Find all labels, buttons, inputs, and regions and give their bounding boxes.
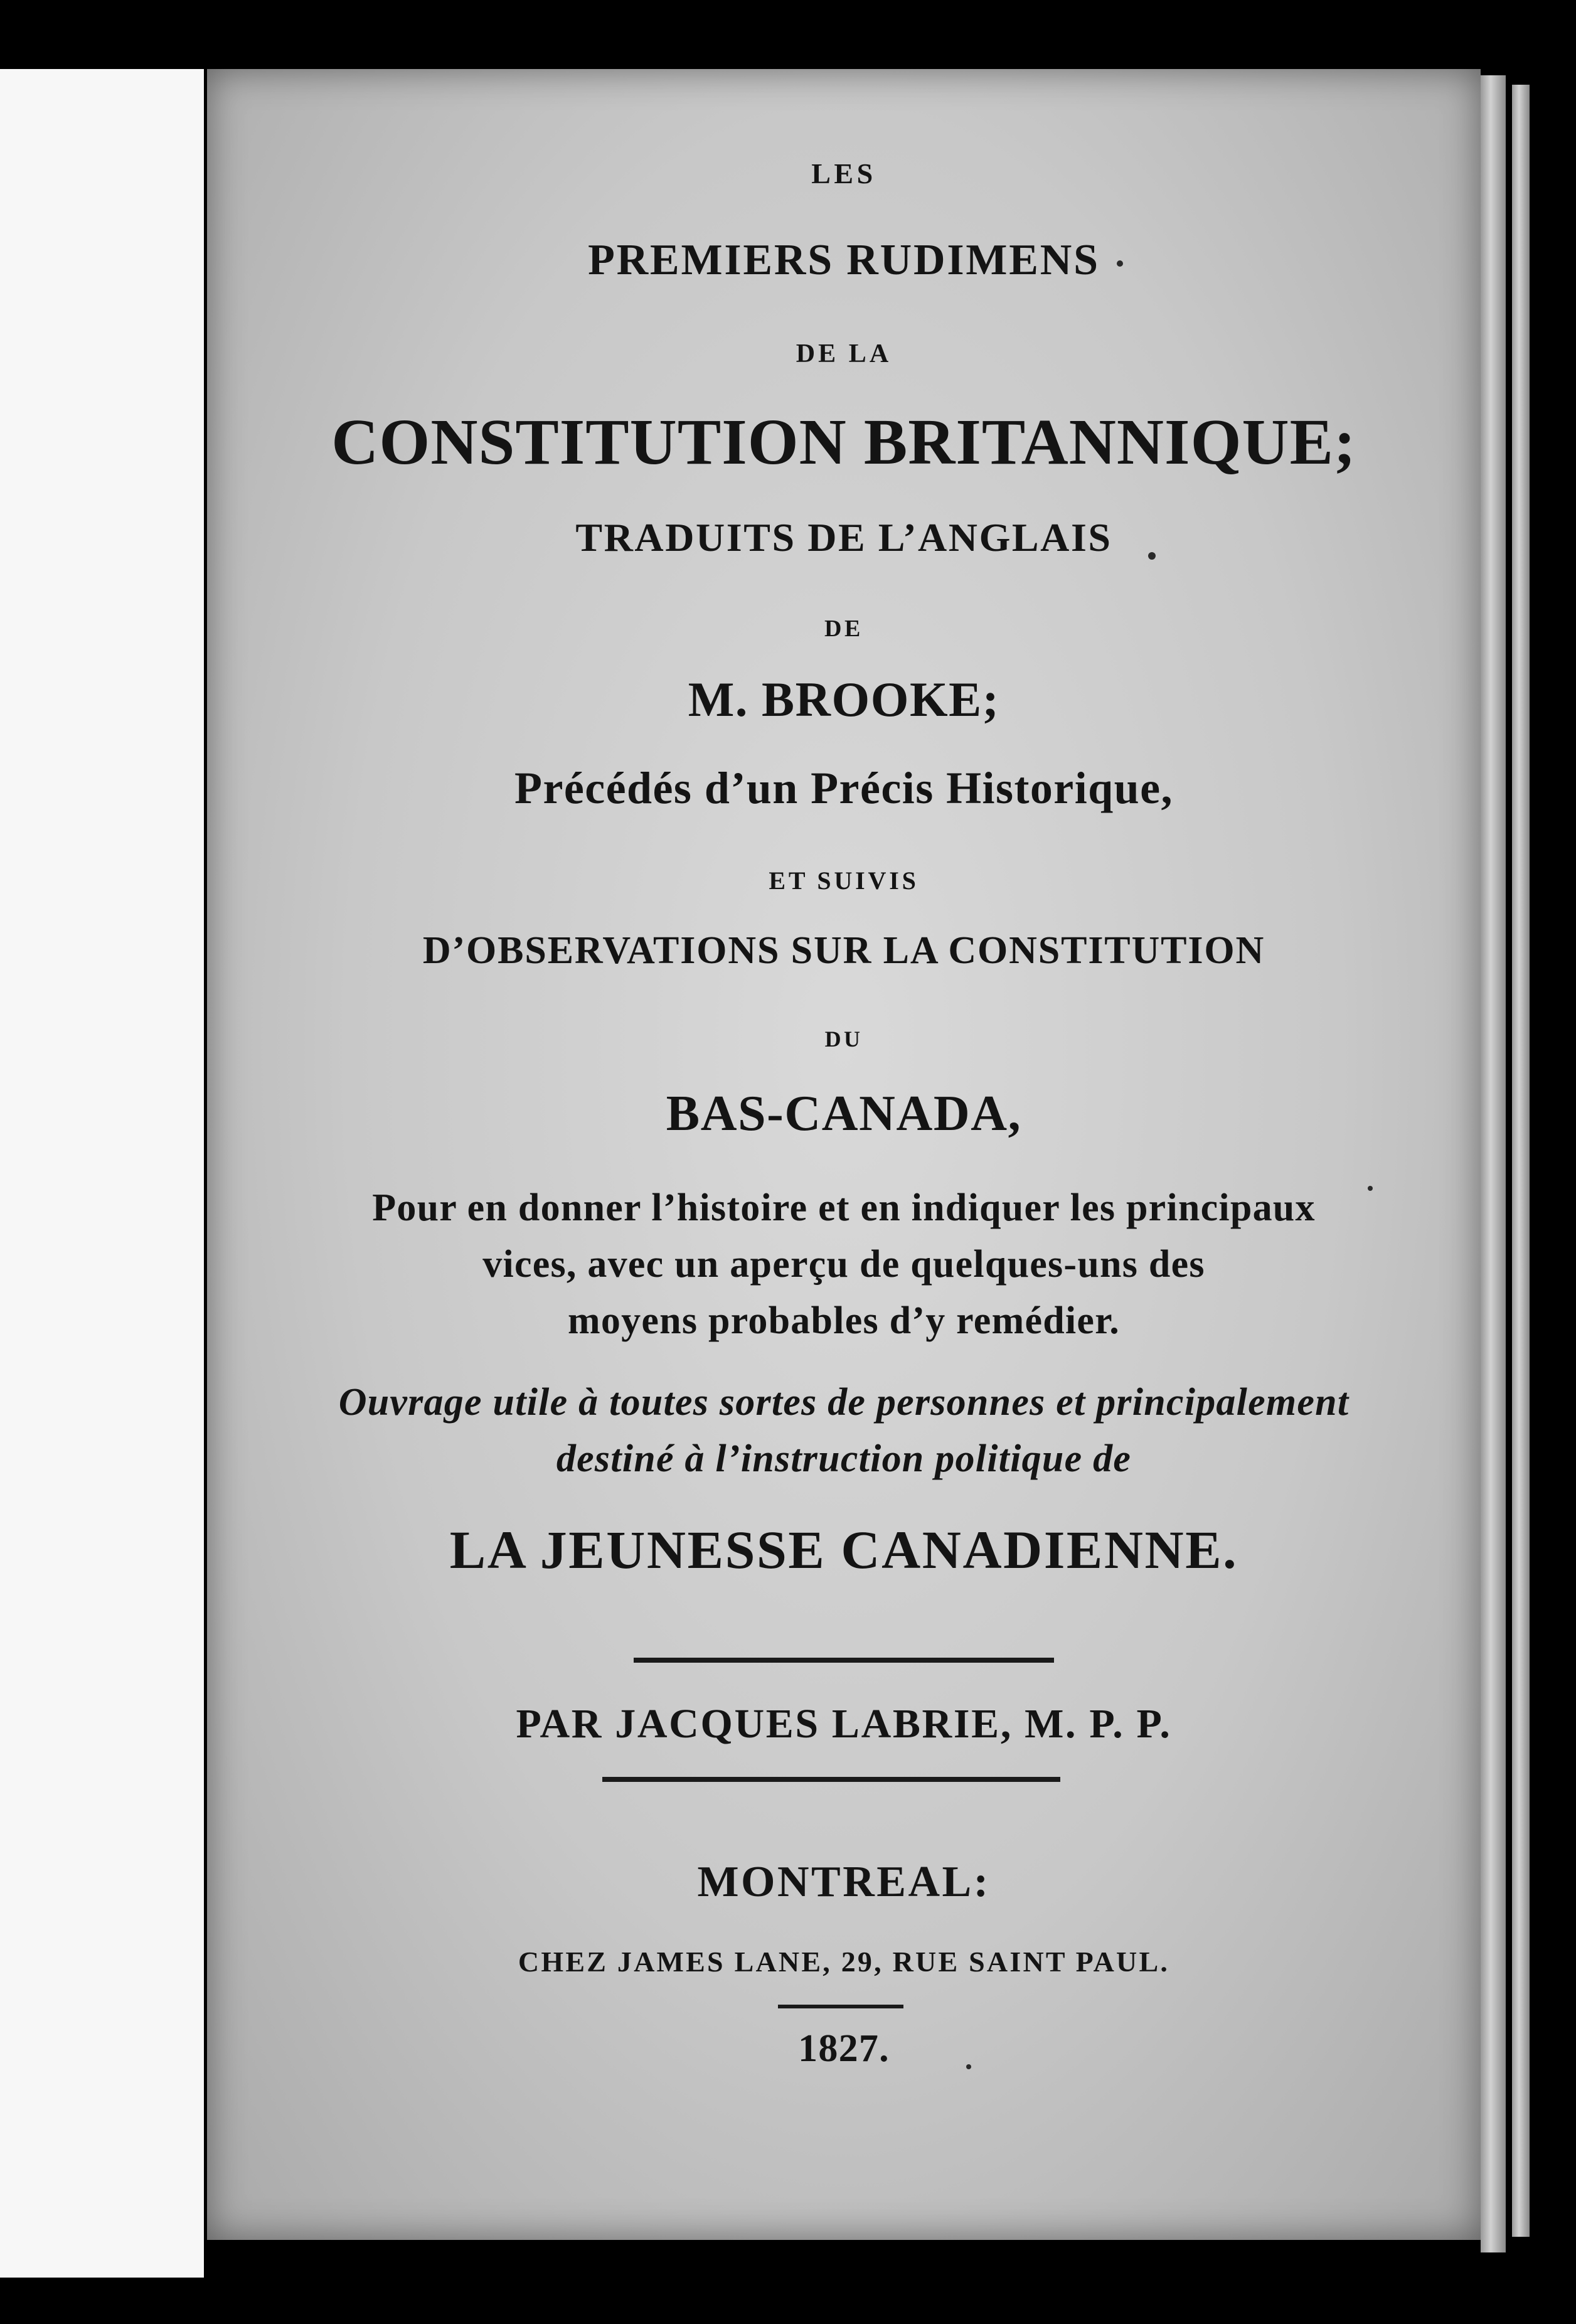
separator-rule (634, 1658, 1054, 1663)
bas-canada: BAS-CANADA, (666, 1086, 1022, 1141)
heading-du: DU (824, 1026, 863, 1052)
ink-speck (1117, 260, 1123, 267)
purpose-line-1: Ouvrage utile à toutes sortes de personnes et principalement (338, 1381, 1350, 1424)
ink-speck (1368, 1186, 1373, 1191)
followed-by: ET SUIVIS (769, 866, 919, 895)
title-page-text (207, 69, 1481, 2240)
ink-speck (1148, 552, 1156, 560)
page-edge (1481, 75, 1506, 2252)
dedication-jeunesse: LA JEUNESSE CANADIENNE. (449, 1520, 1238, 1580)
author-line: PAR JACQUES LABRIE, M. P. P. (516, 1701, 1172, 1747)
imprint-year: 1827. (798, 2027, 890, 2070)
heading-de: DE (824, 616, 863, 642)
imprint-publisher: CHEZ JAMES LANE, 29, RUE SAINT PAUL. (518, 1946, 1170, 1978)
description-line-3: moyens probables d’y remédier. (568, 1299, 1120, 1342)
facing-blank-page (0, 69, 204, 2278)
imprint-city: MONTREAL: (697, 1858, 991, 1906)
heading-premiers-rudimens: PREMIERS RUDIMENS (588, 236, 1100, 284)
main-title: CONSTITUTION BRITANNIQUE; (331, 406, 1356, 478)
description-line-2: vices, avec un aperçu de quelques-uns des (482, 1243, 1205, 1286)
translated-from: TRADUITS DE L’ANGLAIS (575, 515, 1112, 560)
separator-rule (602, 1777, 1060, 1782)
ink-speck (966, 2064, 971, 2069)
separator-rule (778, 2005, 903, 2008)
heading-de-la: DE LA (796, 339, 892, 368)
heading-les: LES (811, 157, 876, 189)
observations-heading: D’OBSERVATIONS SUR LA CONSTITUTION (422, 929, 1265, 972)
description-line-1: Pour en donner l’histoire et en indiquer les principaux (372, 1186, 1316, 1229)
page-edge (1512, 85, 1530, 2237)
original-author: M. BROOKE; (688, 672, 1000, 727)
preceded-by: Précédés d’un Précis Historique, (514, 763, 1173, 813)
purpose-line-2: destiné à l’instruction politique de (556, 1437, 1132, 1480)
